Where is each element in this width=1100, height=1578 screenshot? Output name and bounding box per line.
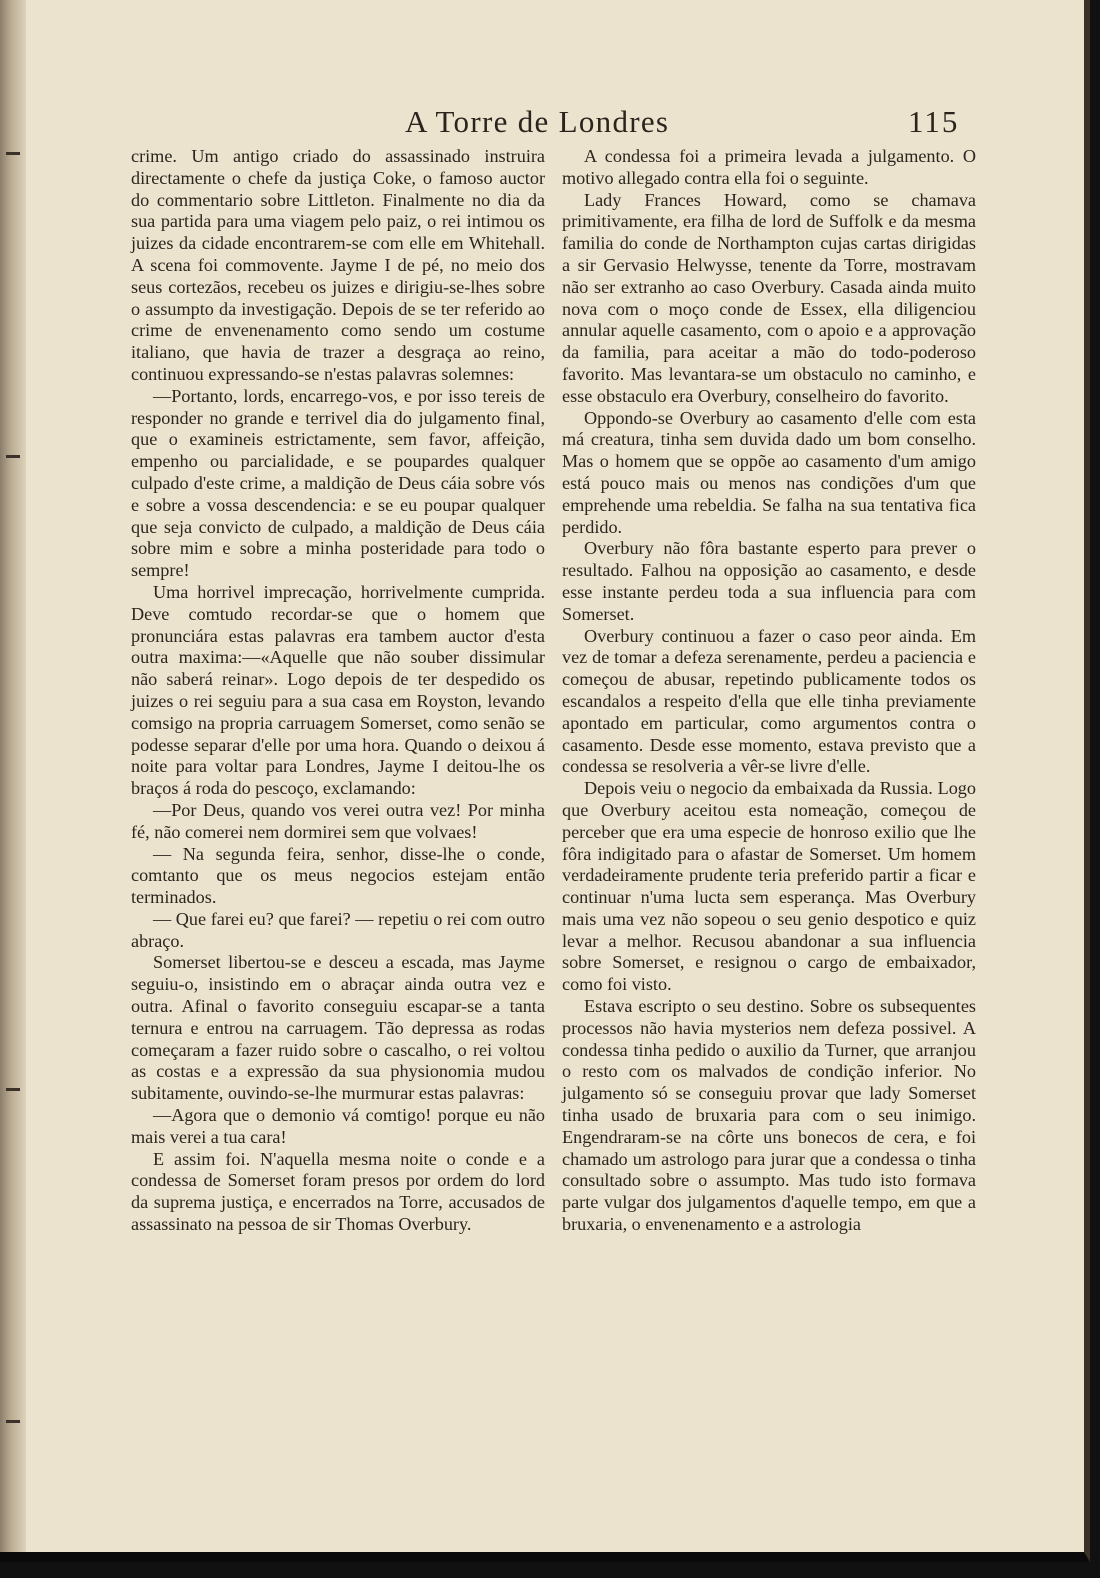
paragraph: crime. Um antigo criado do assassinado instruira directamente o chefe da justiça Coke, o famoso auctor do commentario sobre Littleton. Finalmente no dia da sua partida para uma viagem pelo paiz, o rei intimou os juizes da cidade encontrarem-se com elle em Whitehall. A scena foi commovente. Jayme I de pé, no meio dos seus cortezãos, recebeu os juizes e dirigiu-se-lhes sobre o assumpto da investigação. Depois de se ter referido ao crime de envenenamento como sendo um costume italiano, que havia de trazer a desgraça ao reino, continuou expressando-se n'estas palavras solemnes: xyxy=(131,146,545,384)
running-head: A Torre de Londres xyxy=(405,104,670,139)
page-number: 115 xyxy=(908,104,960,139)
paragraph: Oppondo-se Overbury ao casamento d'elle com esta má creatura, tinha sem duvida dado um bom conselho. Mas o homem que se oppõe ao casamento d'um amigo está pouco mais ou menos nas condições d'um que emprehende uma rebeldia. Se falha na sua tentativa fica perdido. xyxy=(562,407,976,537)
margin-mark xyxy=(6,1420,20,1423)
paragraph: Lady Frances Howard, como se chamava primitivamente, era filha de lord de Suffolk e da mesma familia do conde de Northampton cujas cartas dirigidas a sir Gervasio Helwysse, tenente da Torre, mostravam não ser extranho ao caso Overbury. Casada ainda muito nova com o moço conde de Essex, ella diligenciou annular aquelle casamento, com o apoio e a approvação da familia, para aceitar a mão do todo-poderoso favorito. Mas levantara-se um obstaculo no caminho, e esse obstaculo era Overbury, conselheiro do favorito. xyxy=(562,189,976,406)
paragraph: Overbury continuou a fazer o caso peor ainda. Em vez de tomar a defeza serenamente, perdeu a paciencia e começou de abusar, repetindo publicamente todos os escandalos a respeito d'ella que elle tinha previamente apontado em particular, como argumentos contra o casamento. Desde esse momento, estava previsto que a condessa se resolveria a vêr-se livre d'elle. xyxy=(562,625,976,777)
paragraph: —Por Deus, quando vos verei outra vez! Por minha fé, não comerei nem dormirei sem que volvaes! xyxy=(131,799,545,842)
page-gutter xyxy=(0,0,26,1552)
margin-mark xyxy=(6,455,20,458)
paragraph: — Na segunda feira, senhor, disse-lhe o conde, comtanto que os meus negocios estejam então terminados. xyxy=(131,843,545,908)
left-column xyxy=(131,146,545,1236)
paragraph: Overbury não fôra bastante esperto para prever o resultado. Falhou na opposição ao casamento, e desde esse instante perdeu toda a sua influencia para com Somerset. xyxy=(562,538,976,624)
margin-mark xyxy=(6,1088,20,1091)
paragraph: A condessa foi a primeira levada a julgamento. O motivo allegado contra ella foi o seguinte. xyxy=(562,146,976,188)
margin-mark xyxy=(6,152,20,155)
paragraph: —Agora que o demonio vá comtigo! porque eu não mais verei a tua cara! xyxy=(131,1105,545,1147)
paragraph: E assim foi. N'aquella mesma noite o conde e a condessa de Somerset foram presos por ordem do lord da suprema justiça, e encerrados na Torre, accusados de assassinato na pessoa de sir Thomas Overbury. xyxy=(131,1148,545,1235)
right-column xyxy=(562,146,976,1236)
paragraph: Somerset libertou-se e desceu a escada, mas Jayme seguiu-o, insistindo em o abraçar ainda outra vez e outra. Afinal o favorito conseguiu escapar-se a tanta ternura e entrou na carruagem. Tão depressa as rodas começaram a fazer ruido sobre o cascalho, o rei voltou as costas e a expressão da sua physionomia mudou subitamente, ouvindo-se-lhe murmurar estas palavras: xyxy=(131,952,545,1104)
paragraph: Depois veiu o negocio da embaixada da Russia. Logo que Overbury aceitou esta nomeação, começou de perceber que era uma especie de honroso exilio que lhe fôra indigitado para o afastar de Somerset. Um homem verdadeiramente prudente teria preferido partir a ficar e continuar n'uma lucta sem esperança. Mas Overbury mais uma vez não sopeou o seu genio despotico e quiz levar a melhor. Recusou abandonar a sua influencia sobre Somerset, e resignou o cargo de embaixador, como foi visto. xyxy=(562,778,976,995)
paragraph: —Portanto, lords, encarrego-vos, e por isso tereis de responder no grande e terrivel dia do julgamento final, que o examineis estrictamente, sem favor, affeição, empenho ou parcialidade, e se poupardes qualquer culpado d'este crime, a maldição de Deus cáia sobre vós e sobre a vossa descendencia: e se eu poupar qualquer que seja convicto de culpado, a maldição de Deus cáia sobre mim e sobre a minha posteridade para todo o sempre! xyxy=(131,385,545,581)
paragraph: Uma horrivel imprecação, horrivelmente cumprida. Deve comtudo recordar-se que o homem que pronunciára estas palavras era tambem auctor d'esta outra maxima:—«Aquelle que não souber dissimular não saberá reinar». Logo depois de ter despedido os juizes o rei seguiu para a sua casa em Royston, levando comsigo na propria carruagem Somerset, como senão se podesse separar d'elle por uma hora. Quando o deixou á noite para voltar para Londres, Jayme I deitou-lhe os braços á roda do pescoço, exclamando: xyxy=(131,581,545,799)
paragraph: — Que farei eu? que farei? — repetiu o rei com outro abraço. xyxy=(131,908,545,951)
paragraph: Estava escripto o seu destino. Sobre os subsequentes processos não havia mysterios nem defeza possivel. A condessa tinha pedido o auxilio da Turner, que arranjou o resto com os malvados de condição inferior. No julgamento só se conseguiu provar que lady Somerset tinha usado de bruxaria para com o seu inimigo. Engendraram-se na côrte uns bonecos de cera, e foi chamado um astrologo para jurar que a condessa o tinha consultado sobre o assumpto. Mas tudo isto formava parte vulgar dos julgamentos d'aquelle tempo, em que a bruxaria, o envenenamento e a astrologia xyxy=(562,996,976,1235)
